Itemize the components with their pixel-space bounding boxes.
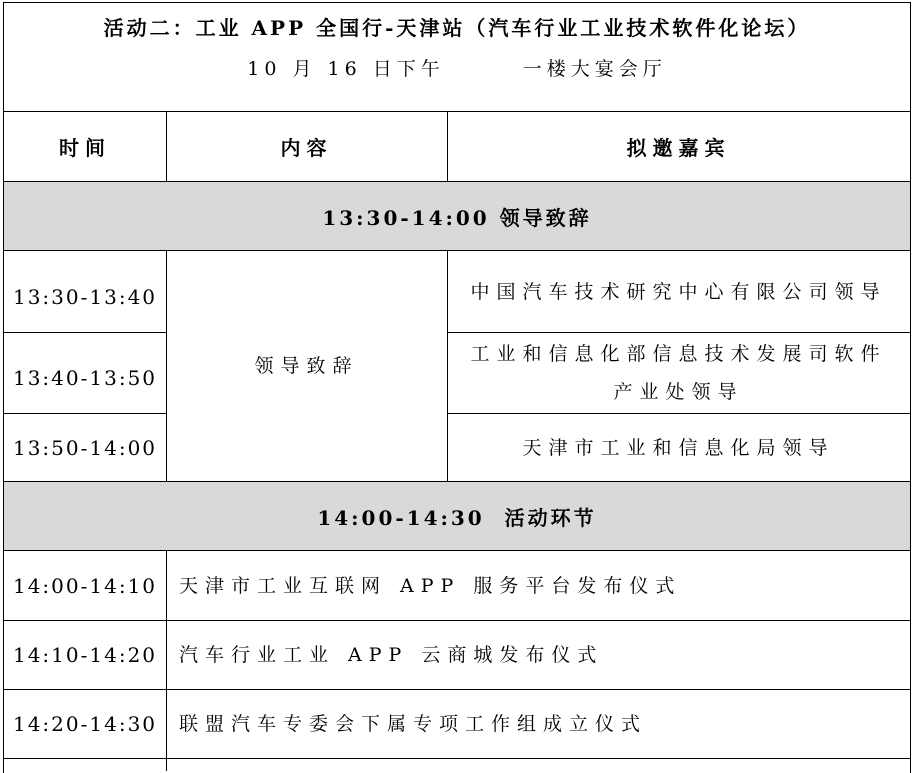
agenda-table bbox=[3, 2, 911, 773]
agenda-title bbox=[4, 3, 910, 43]
time-slot: 13:30-13:40 bbox=[12, 284, 158, 309]
guest-cell: 中国汽车技术研究中心有限公司领导 bbox=[470, 280, 887, 303]
agenda-title-text: 活动二：工业 APP 全国行-天津站（汽车行业工业技术软件化论坛） bbox=[103, 15, 811, 40]
column-header-content: 内容 bbox=[280, 136, 333, 160]
column-header-time: 时间 bbox=[59, 136, 111, 160]
activity-cell: 汽车行业工业 APP 云商城发布仪式 bbox=[179, 644, 604, 666]
activity-cell: 天津市工业互联网 APP 服务平台发布仪式 bbox=[179, 574, 682, 597]
time-slot: 14:00-14:10 bbox=[12, 573, 158, 598]
merged-content-cell: 领导致辞 bbox=[254, 355, 359, 377]
agenda-subtitle bbox=[4, 47, 910, 87]
time-slot: 13:40-13:50 bbox=[12, 366, 158, 390]
guest-cell: 工业和信息化部信息技术发展司软件产业处领导 bbox=[470, 343, 887, 403]
guest-cell: 天津市工业和信息化局领导 bbox=[522, 436, 835, 459]
time-slot: 14:10-14:20 bbox=[12, 643, 158, 667]
section-heading-speeches: 13:30-14:00 领导致辞 bbox=[322, 205, 592, 230]
section-heading-activities: 14:00-14:30 活动环节 bbox=[317, 505, 597, 530]
time-slot: 13:50-14:00 bbox=[12, 435, 158, 460]
activity-cell: 联盟汽车专委会下属专项工作组成立仪式 bbox=[179, 713, 648, 735]
event-date: 10 月 16 日下午 bbox=[247, 57, 445, 80]
column-header-guests: 拟邀嘉宾 bbox=[626, 136, 731, 160]
event-venue: 一楼大宴会厅 bbox=[522, 57, 667, 80]
time-slot: 14:20-14:30 bbox=[12, 712, 158, 736]
